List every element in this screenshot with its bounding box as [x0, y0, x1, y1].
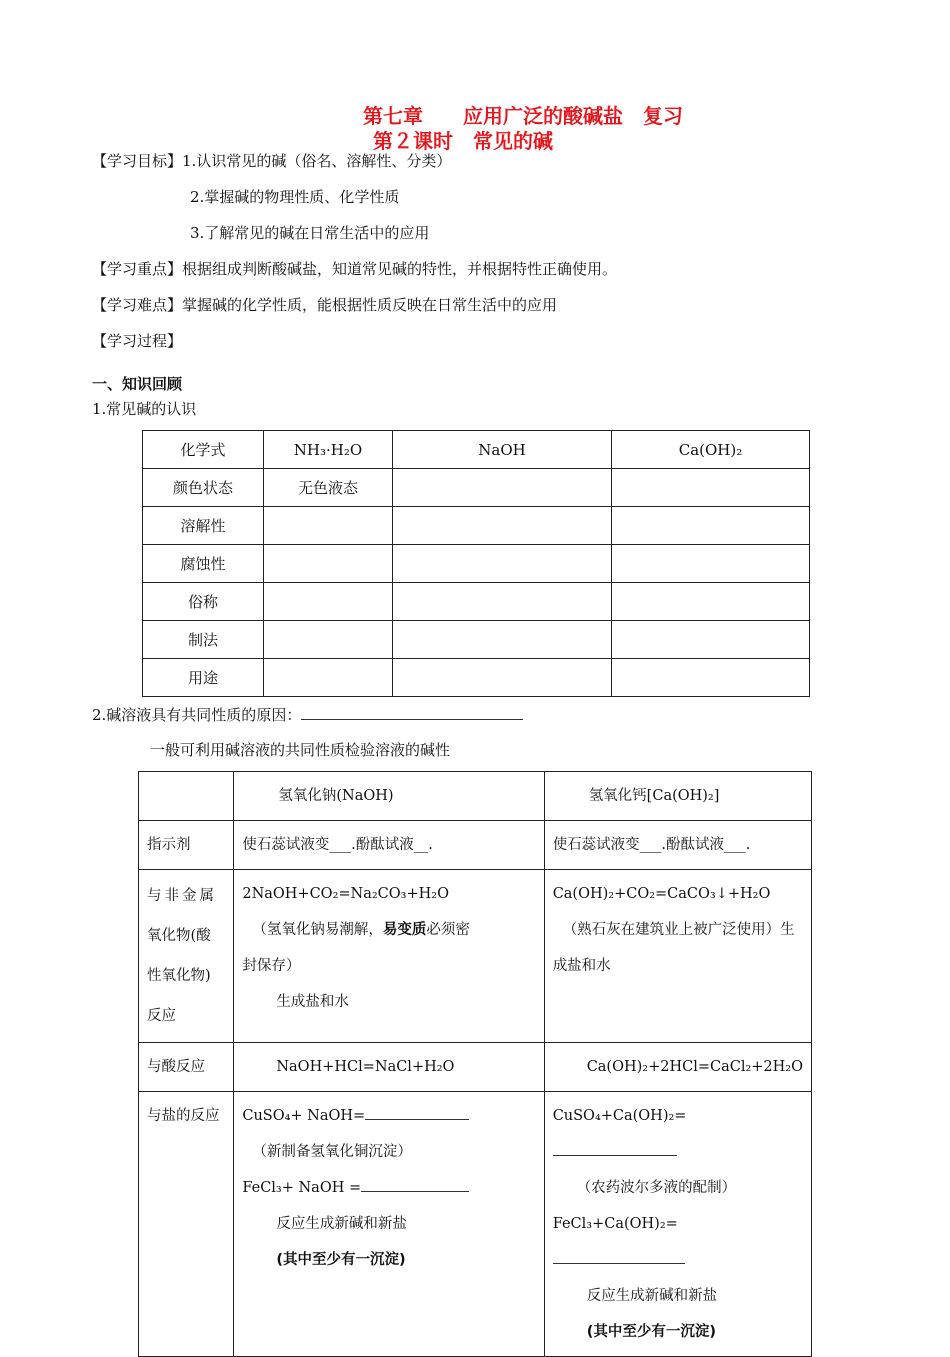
equation	[242, 1098, 535, 1134]
table-cell[interactable]	[612, 621, 810, 659]
objectives-label: 【学习目标】	[92, 152, 183, 170]
section-heading: 一、知识回顾	[92, 375, 183, 393]
table-cell: 腐蚀性	[143, 545, 264, 583]
question-2-note: 一般可利用碱溶液的共同性质检验溶液的碱性	[150, 741, 451, 759]
table-cell[interactable]	[393, 659, 612, 697]
table-cell	[234, 1092, 544, 1357]
table-cell[interactable]: 使石蕊试液变___.酚酞试液___.	[544, 821, 811, 870]
table-cell: Ca(OH)₂	[612, 431, 810, 469]
title-line2: 第２课时 常见的碱	[373, 129, 553, 153]
row-label-line: 与非金属	[147, 888, 217, 904]
question-2-text: 2.碱溶液具有共同性质的原因：	[92, 706, 302, 724]
table-cell[interactable]	[612, 545, 810, 583]
answer-blank[interactable]	[553, 1141, 677, 1156]
note	[242, 912, 535, 948]
table-cell: NH₃·H₂O	[264, 431, 393, 469]
result: 反应生成新碱和新盐	[586, 1288, 718, 1304]
table-cell[interactable]	[393, 621, 612, 659]
equation: 2NaOH+CO₂=Na₂CO₃+H₂O	[242, 886, 449, 902]
table-row	[143, 507, 810, 545]
table-cell	[139, 772, 234, 821]
table-cell[interactable]	[612, 583, 810, 621]
row-label-line: 性氧化物)	[147, 968, 211, 984]
result-bold: (其中至少有一沉淀)	[586, 1324, 716, 1340]
table-cell: 颜色状态	[143, 469, 264, 507]
table-header-row	[143, 431, 810, 469]
table-cell[interactable]	[612, 659, 810, 697]
table-cell: 与酸反应	[139, 1043, 234, 1092]
table-cell[interactable]: 使石蕊试液变___.酚酞试液__.	[234, 821, 544, 870]
table-cell	[234, 772, 544, 821]
table-cell[interactable]	[264, 545, 393, 583]
table-cell[interactable]	[264, 659, 393, 697]
table-row	[143, 469, 810, 507]
table-cell[interactable]	[393, 545, 612, 583]
table-cell[interactable]	[612, 507, 810, 545]
result-bold: (其中至少有一沉淀)	[276, 1252, 406, 1268]
table-cell: 无色液态	[264, 469, 393, 507]
equation: Ca(OH)₂+CO₂=CaCO₃↓+H₂O	[552, 886, 771, 902]
note-text: 必须密	[426, 922, 470, 938]
table-cell	[544, 772, 811, 821]
table-row	[139, 870, 812, 1043]
table-cell: NaOH	[393, 431, 612, 469]
objective-item: 3.了解常见的碱在日常生活中的应用	[190, 224, 430, 242]
header-naoh: 氢氧化钠(NaOH)	[278, 788, 394, 804]
table-cell[interactable]	[264, 621, 393, 659]
row-label-line: 反应	[147, 1008, 176, 1024]
objectives	[92, 150, 451, 171]
answer-blank[interactable]	[365, 1105, 469, 1120]
table-cell: 俗称	[143, 583, 264, 621]
table-row	[143, 621, 810, 659]
question-1: 1.常见碱的认识	[92, 400, 197, 418]
table-row	[139, 1043, 812, 1092]
answer-blank[interactable]	[301, 705, 523, 720]
equation-text: FeCl₃+ NaOH =	[242, 1180, 362, 1196]
table-cell[interactable]	[612, 469, 810, 507]
key-point: 【学习重点】根据组成判断酸碱盐，知道常见碱的特性，并根据特性正确使用。	[92, 260, 618, 278]
equation	[242, 1170, 535, 1206]
answer-blank[interactable]	[361, 1177, 469, 1192]
result: 成盐和水	[552, 958, 611, 974]
note: （新制备氢氧化铜沉淀）	[252, 1144, 412, 1160]
process-heading: 【学习过程】	[92, 332, 183, 350]
table-row	[139, 1092, 812, 1357]
table-cell: 制法	[143, 621, 264, 659]
note: （熟石灰在建筑业上被广泛使用）生	[562, 922, 795, 938]
equation-text: CuSO₄+ NaOH=	[242, 1108, 366, 1124]
table-cell[interactable]	[393, 583, 612, 621]
note-bold: 易变质	[382, 921, 427, 938]
base-properties-table	[142, 430, 810, 697]
result: 生成盐和水	[276, 994, 349, 1010]
table-cell[interactable]	[264, 583, 393, 621]
difficulty: 【学习难点】掌握碱的化学性质，能根据性质反映在日常生活中的应用	[92, 296, 558, 314]
note-text: （氢氧化钠易潮解，	[252, 922, 383, 938]
header-caoh: 氢氧化钙[Ca(OH)₂]	[588, 788, 720, 804]
question-2	[92, 704, 523, 725]
table-cell[interactable]	[393, 469, 612, 507]
answer-blank[interactable]	[553, 1249, 685, 1264]
base-reactions-table	[138, 771, 812, 1357]
row-label-line: 氧化物(酸	[147, 928, 211, 944]
table-cell: Ca(OH)₂+2HCl=CaCl₂+2H₂O	[544, 1043, 811, 1092]
table-cell	[234, 870, 544, 1043]
equation	[553, 1098, 803, 1170]
table-row	[143, 545, 810, 583]
table-row	[143, 659, 810, 697]
table-cell	[544, 1092, 811, 1357]
table-cell: 溶解性	[143, 507, 264, 545]
equation-text: FeCl₃+Ca(OH)₂=	[552, 1216, 678, 1232]
note: 封保存）	[242, 958, 301, 974]
table-cell[interactable]	[264, 507, 393, 545]
equation	[553, 1206, 803, 1278]
table-cell: 指示剂	[139, 821, 234, 870]
title-line1: 第七章 应用广泛的酸碱盐 复习	[363, 104, 683, 128]
result: 反应生成新碱和新盐	[276, 1216, 407, 1232]
note: （农药波尔多液的配制）	[576, 1180, 737, 1196]
table-cell	[139, 870, 234, 1043]
table-cell	[544, 870, 811, 1043]
table-cell[interactable]	[393, 507, 612, 545]
table-cell: 化学式	[143, 431, 264, 469]
objective-item: 2.掌握碱的物理性质、化学性质	[190, 188, 400, 206]
table-row	[139, 821, 812, 870]
objective-item: 1.认识常见的碱（俗名、溶解性、分类）	[182, 152, 452, 170]
table-cell: 用途	[143, 659, 264, 697]
table-cell: NaOH+HCl=NaCl+H₂O	[234, 1043, 544, 1092]
table-row	[143, 583, 810, 621]
table-header-row	[139, 772, 812, 821]
table-cell: 与盐的反应	[139, 1092, 234, 1357]
equation-text: CuSO₄+Ca(OH)₂=	[552, 1108, 687, 1124]
